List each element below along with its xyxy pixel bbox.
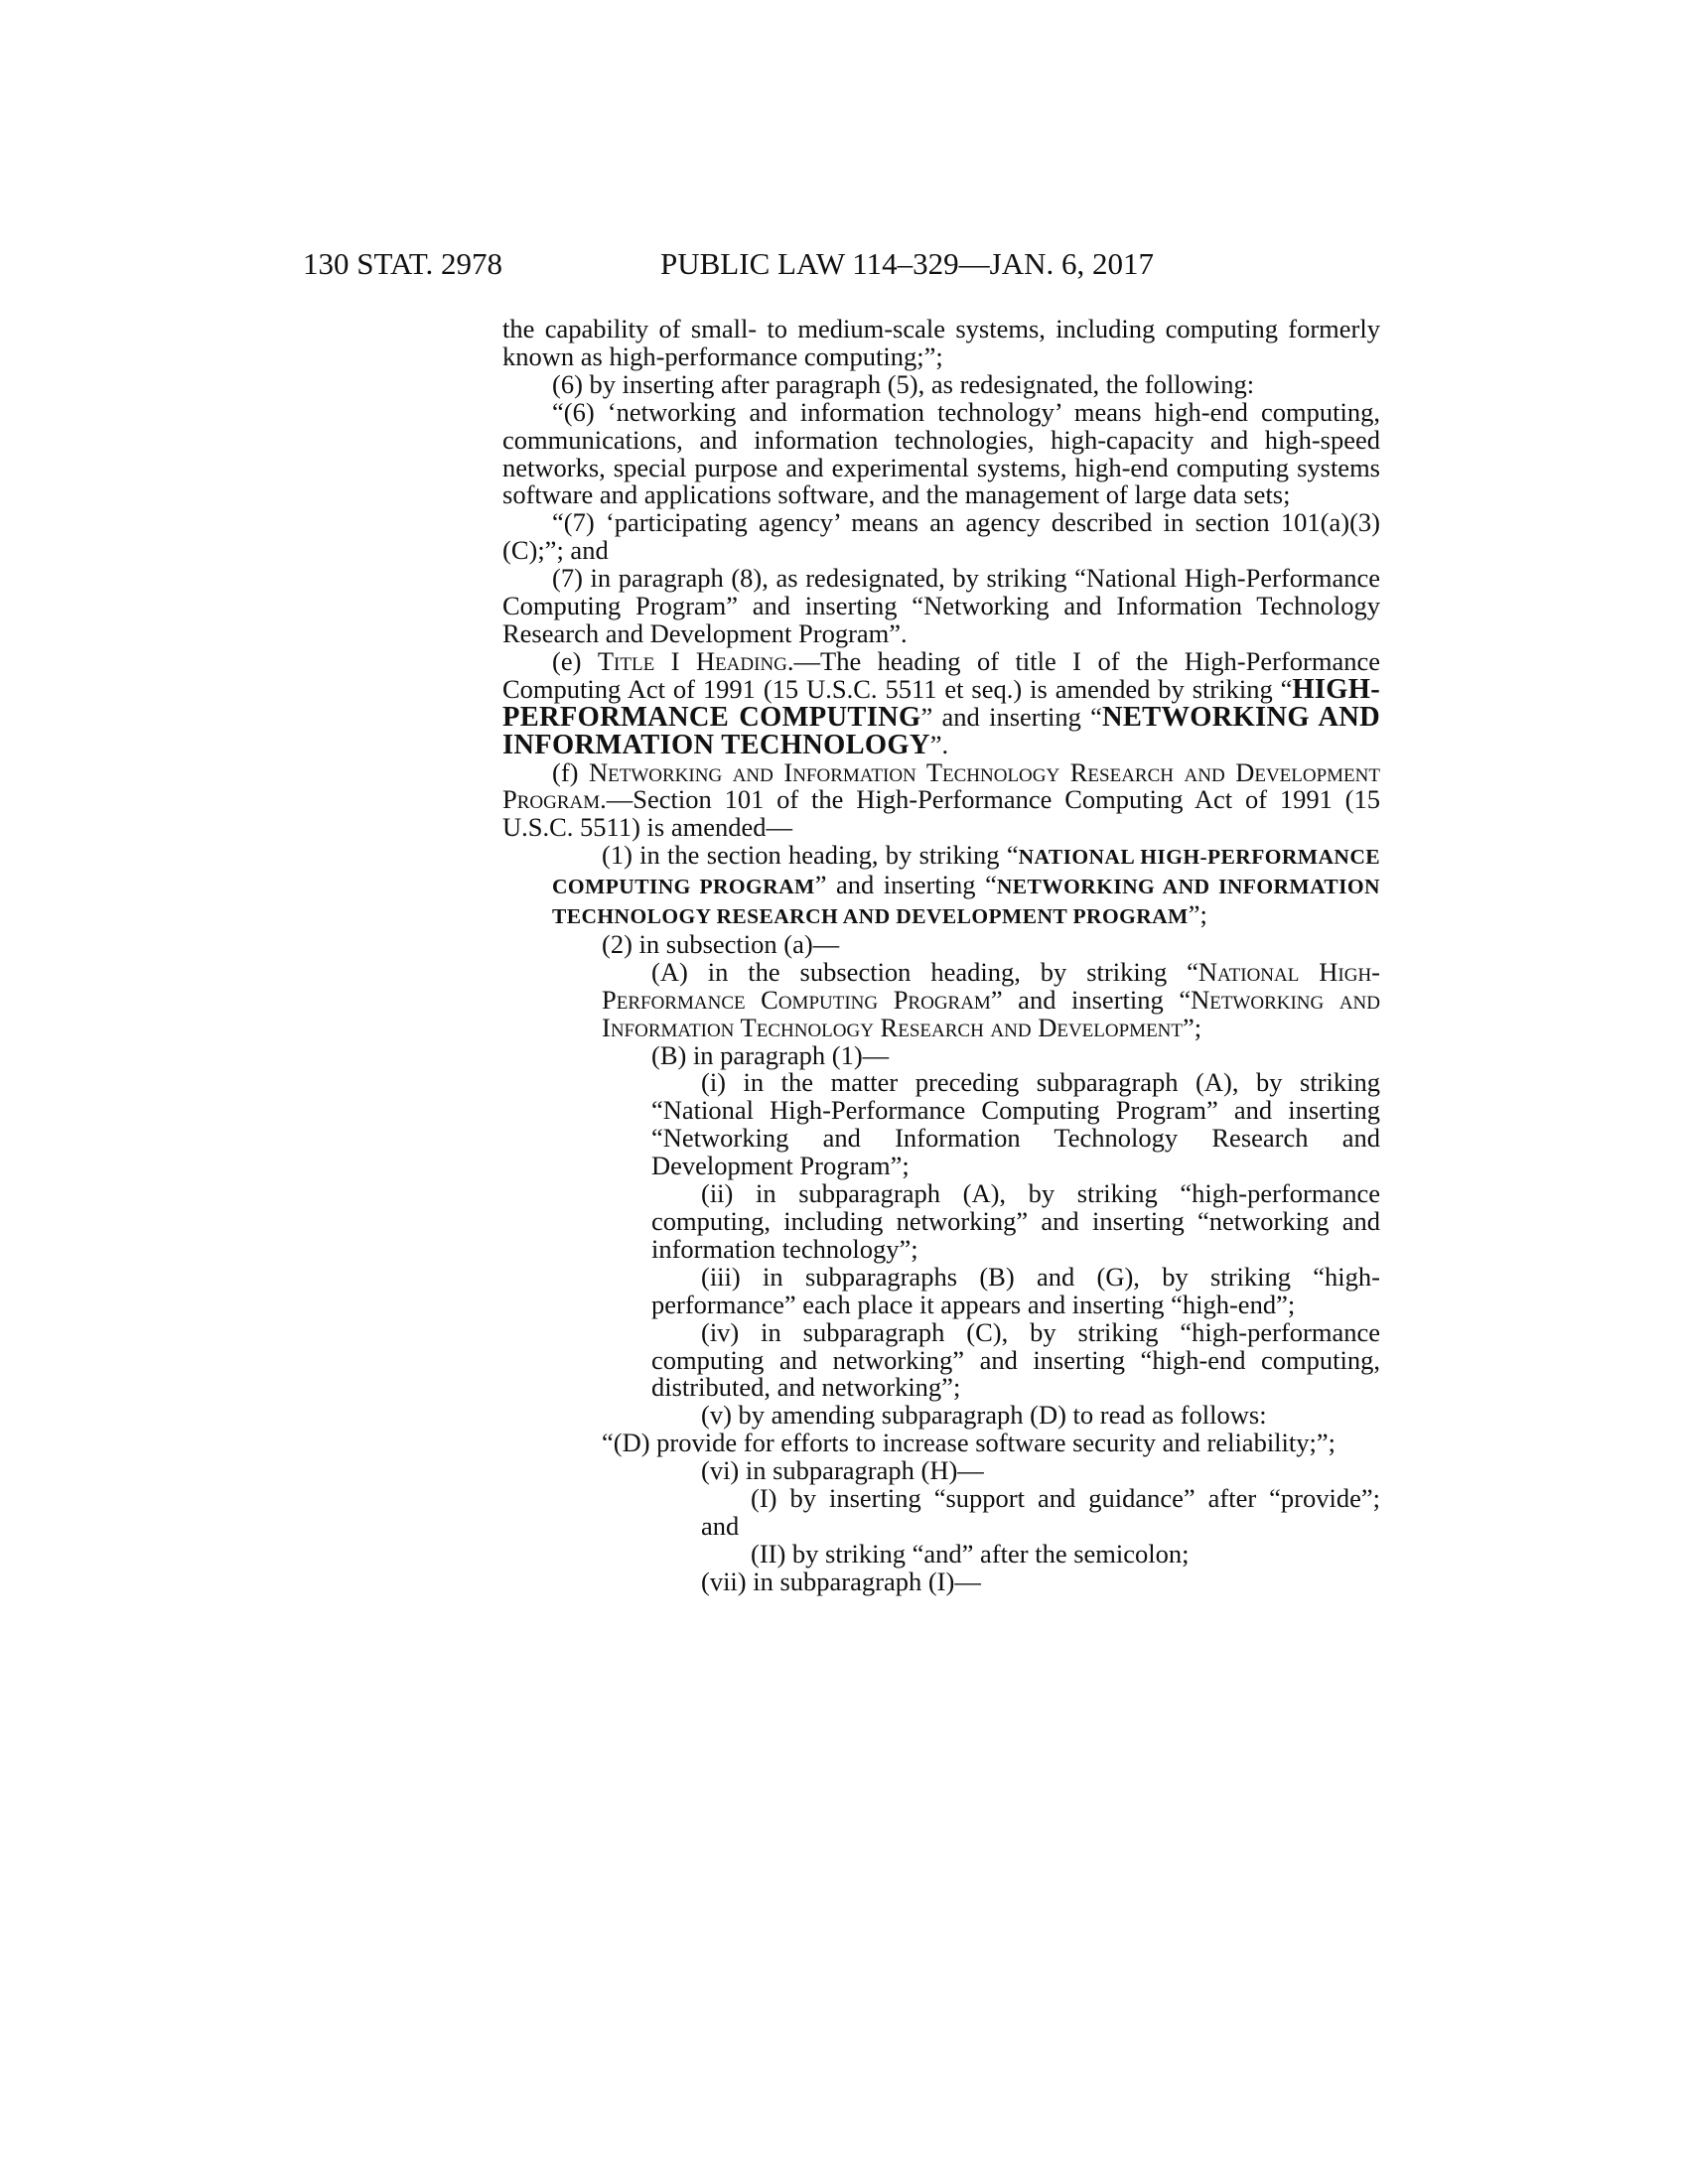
subclause-II: (II) by striking “and” after the semicolon;	[751, 1538, 1190, 1569]
subsection-f-nitrd-program	[502, 756, 1380, 843]
item-1-text-3: ”;	[1188, 899, 1207, 930]
clause-vi: (vi) in subparagraph (H)—	[701, 1455, 984, 1486]
item-A-text-2: ” and inserting “	[990, 984, 1192, 1015]
paragraph-continuation: the capability of small- to medium-scale systems, including computing formerly known as high-performance computing;”;	[502, 314, 1380, 371]
subsection-e-text-2: ” and inserting “	[920, 701, 1102, 732]
paragraph-6-insertion: (6) by inserting after paragraph (5), as redesignated, the following:	[552, 368, 1255, 399]
clause-iv: (iv) in subparagraph (C), by striking “high-performance computing and networking” and inserting “high-end computing, distributed, and networking”;	[651, 1316, 1380, 1403]
clause-iii: (iii) in subparagraphs (B) and (G), by striking “high-performance” each place it appears and inserting “high-end”;	[651, 1261, 1380, 1319]
inserted-subsection-heading: Networking and Information Technology Research and Development	[602, 984, 1380, 1042]
subsection-e-label: (e)	[552, 645, 598, 676]
definition-participating-agency: “(7) ‘participating agency’ means an agency described in section 101(a)(3)(C);”; and	[502, 507, 1380, 566]
item-1-text-1: (1) in the section heading, by striking “	[602, 840, 1019, 871]
inserted-subparagraph-D: “(D) provide for efforts to increase software security and reliability;”;	[602, 1428, 1336, 1458]
document-body	[502, 316, 1380, 1596]
subsection-e-title-heading	[502, 645, 1380, 760]
subsection-f-label: (f)	[552, 756, 589, 787]
subsection-f-text: .—Section 101 of the High-Performance Computing Act of 1991 (15 U.S.C. 5511) is amended—	[502, 784, 1380, 843]
item-A-subsection-heading	[602, 956, 1381, 1042]
item-B-paragraph-1: (B) in paragraph (1)—	[651, 1039, 890, 1070]
inserted-section-heading: NETWORKING AND INFORMATION TECHNOLOGY RESEARCH AND DEVELOPMENT PROGRAM	[552, 875, 1380, 929]
item-A-text-1: (A) in the subsection heading, by striking “	[651, 956, 1198, 987]
subsection-e-text-3: ”.	[929, 729, 949, 759]
page-header	[303, 246, 1296, 286]
inserted-heading-text: NETWORKING AND INFORMATION TECHNOLOGY	[502, 701, 1380, 760]
item-A-text-3: ”;	[1183, 1012, 1202, 1042]
public-law-title: PUBLIC LAW 114–329—JAN. 6, 2017	[660, 246, 1154, 281]
struck-heading-text: HIGH-PERFORMANCE COMPUTING	[502, 673, 1380, 733]
clause-v: (v) by amending subparagraph (D) to read as follows:	[701, 1400, 1267, 1431]
item-1-section-heading	[552, 842, 1380, 931]
item-2-subsection-a: (2) in subsection (a)—	[602, 928, 840, 959]
subsection-e-heading: Title I Heading	[597, 645, 787, 676]
subsection-e-text-1: .—The heading of title I of the High-Performance Computing Act of 1991 (15 U.S.C. 5511 et seq.) is amended by striking “	[502, 645, 1380, 704]
struck-subsection-heading: National High-Performance Computing Program	[602, 956, 1381, 1015]
subclause-I: (I) by inserting “support and guidance” after “provide”; and	[701, 1483, 1380, 1541]
definition-networking-it: “(6) ‘networking and information technology’ means high-end computing, communications, and information technologies, high-capacity and high-speed networks, special purpose and experimental systems, high-end computing systems software and applications software, and the management of large data sets;	[502, 396, 1380, 510]
subsection-f-heading: Networking and Information Technology Research and Development Program	[502, 756, 1380, 815]
clause-ii: (ii) in subparagraph (A), by striking “high-performance computing, including networking” and inserting “networking and information technology”;	[651, 1178, 1380, 1264]
clause-i: (i) in the matter preceding subparagraph (A), by striking “National High-Performance Computing Program” and inserting “Networking and Information Technology Research and Development Program”;	[651, 1067, 1380, 1181]
item-1-text-2: ” and inserting “	[814, 870, 997, 900]
paragraph-7-amendment: (7) in paragraph (8), as redesignated, by striking “National High-Performance Computing Program” and inserting “Networking and Information Technology Research and Development Program”.	[502, 563, 1380, 648]
struck-section-heading: NATIONAL HIGH-PERFORMANCE COMPUTING PROGRAM	[552, 845, 1381, 899]
statute-reference: 130 STAT. 2978	[303, 246, 503, 281]
clause-vii: (vii) in subparagraph (I)—	[701, 1566, 981, 1596]
